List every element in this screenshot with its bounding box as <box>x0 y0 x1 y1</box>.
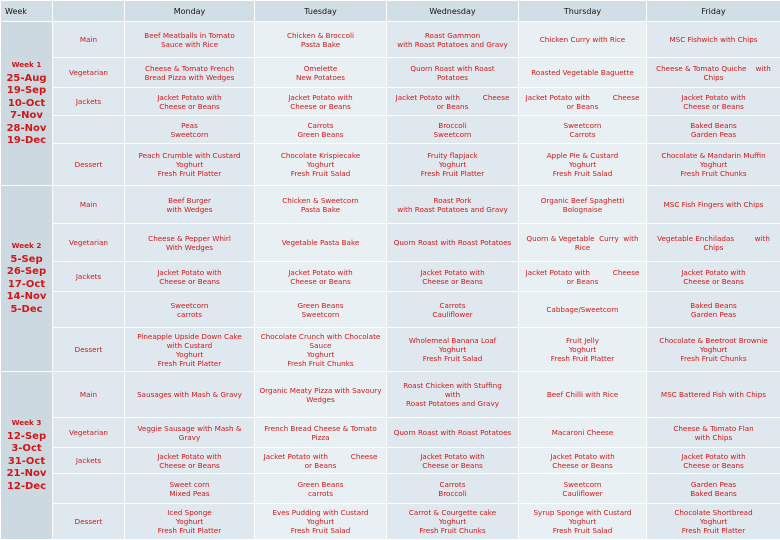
dish-cell <box>519 418 647 448</box>
dish-text: Cheese or Beans <box>159 460 220 470</box>
dish-text: Fresh Fruit Salad <box>552 169 613 178</box>
dish-text: Fresh Fruit Chunks <box>287 358 354 368</box>
dish-text: Chicken & Broccoli <box>287 30 354 40</box>
dish-text: Bolognaise <box>562 204 603 214</box>
dish-cell <box>125 418 255 448</box>
dish-text: Beef Chilli with Rice <box>546 390 619 399</box>
dish-text: Chips <box>703 72 724 82</box>
dish-text: Roast Potatoes and Gravy <box>406 399 499 408</box>
dish-text: Chocolate & Beetroot Brownie <box>659 336 768 345</box>
dish-text: carrots <box>177 309 202 319</box>
dish-text: Yoghurt <box>568 345 597 354</box>
dish-cell <box>125 328 255 372</box>
dish-text: New Potatoes <box>295 72 346 82</box>
dish-text: Fresh Fruit Chunks <box>419 526 486 535</box>
dish-cell <box>647 22 780 58</box>
category-label: Dessert <box>53 144 125 186</box>
dish-text: Roast Gammon <box>424 30 481 40</box>
dish-text: Sweetcorn <box>563 479 602 489</box>
dish-text: Quorn & Vegetable Curry with <box>526 233 639 243</box>
dish-text: Rice <box>574 242 591 252</box>
dish-text: Yoghurt <box>438 345 467 354</box>
dish-text: Jacket Potato with <box>288 92 353 102</box>
dish-text: Roasted Vegetable Baguette <box>531 68 634 77</box>
dish-text: Green Beans <box>297 300 344 310</box>
week-dates <box>3 431 50 494</box>
dish-cell <box>255 224 387 262</box>
dish-text: Broccoli <box>438 488 467 498</box>
dish-text: Sausages with Mash & Gravy <box>137 390 242 399</box>
dish-cell <box>125 262 255 292</box>
dish-cell <box>125 448 255 474</box>
week-label-cell <box>1 22 53 186</box>
dish-cell <box>387 328 519 372</box>
dish-text: Fresh Fruit Platter <box>420 169 485 178</box>
dish-text: Fruity flapjack <box>427 151 478 160</box>
dish-cell <box>255 328 387 372</box>
dish-text: Mixed Peas <box>169 488 210 498</box>
week-dates <box>3 254 50 317</box>
dish-text: with Roast Potatoes and Gravy <box>397 39 508 49</box>
dish-cell <box>647 504 780 540</box>
dish-cell <box>387 224 519 262</box>
dish-cell <box>647 116 780 144</box>
dish-cell <box>647 224 780 262</box>
dish-text: Cheese or Beans <box>290 276 351 286</box>
week-date: 5-Dec <box>10 303 43 315</box>
week-title: Week 1 <box>11 59 42 69</box>
dish-text: Roast Pork <box>433 195 472 205</box>
dish-text: Cheese or Beans <box>552 460 613 470</box>
dish-text: Yoghurt <box>306 349 335 359</box>
dish-text: Fresh Fruit Platter <box>157 526 222 535</box>
category-label: Jackets <box>53 262 125 292</box>
week-dates <box>3 73 50 148</box>
dish-cell <box>255 186 387 224</box>
dish-text: Fruit Jelly <box>565 336 599 345</box>
week-date: 5-Sep <box>10 253 43 265</box>
dish-text: Cabbage/Sweetcorn <box>546 305 619 314</box>
dish-text: Eves Pudding with Custard <box>272 508 369 517</box>
dish-text: Cauliflower <box>432 309 473 319</box>
dish-text: Jacket Potato with <box>288 267 353 277</box>
dish-text: Pineapple Upside Down Cake <box>137 331 242 341</box>
dish-cell <box>519 22 647 58</box>
dish-text: Sweetcorn <box>170 300 209 310</box>
dish-text: Vegetable Enchiladas with <box>657 233 770 243</box>
category-label: Dessert <box>53 328 125 372</box>
week-date: 12-Sep <box>6 430 47 442</box>
dish-text: Potatoes <box>436 72 469 82</box>
dish-text: Jacket Potato with <box>681 92 746 102</box>
dish-cell <box>647 372 780 418</box>
week-date: 21-Nov <box>6 468 47 480</box>
dish-text: Jacket Potato with Cheese <box>263 451 378 461</box>
week-date: 31-Oct <box>7 455 46 467</box>
dish-text: Vegetable Pasta Bake <box>281 238 360 247</box>
dish-text: Wholemeal Banana Loaf <box>408 336 497 345</box>
week-date: 25-Aug <box>6 72 47 84</box>
dish-cell <box>255 418 387 448</box>
dish-text: or Beans <box>304 460 337 470</box>
dish-text: Chips <box>703 242 724 252</box>
dish-cell <box>255 88 387 116</box>
header-category <box>53 1 125 22</box>
header-row <box>1 1 780 22</box>
dish-cell <box>255 22 387 58</box>
dish-text: Jacket Potato with <box>157 267 222 277</box>
week-date: 14-Nov <box>6 291 47 303</box>
dish-cell <box>125 224 255 262</box>
menu-row <box>1 372 780 418</box>
week-date: 17-Oct <box>7 278 46 290</box>
dish-cell <box>387 474 519 504</box>
dish-cell <box>125 88 255 116</box>
dish-text: Roast Chicken with Stuffing <box>403 381 502 390</box>
dish-text: Baked Beans <box>690 300 737 310</box>
dish-text: Cheese & Tomato French <box>144 63 235 73</box>
dish-cell <box>255 116 387 144</box>
week-date: 19-Sep <box>6 85 47 96</box>
dish-cell <box>387 448 519 474</box>
dish-text: Jacket Potato with <box>681 267 746 277</box>
dish-text: Garden Peas <box>690 129 737 139</box>
dish-text: Jacket Potato with <box>550 451 615 461</box>
dish-text: Garden Peas <box>690 309 737 319</box>
week-label-cell <box>1 372 53 540</box>
dish-text: Jacket Potato with Cheese <box>395 92 510 102</box>
dish-text: Cheese & Tomato Flan <box>673 423 754 433</box>
dish-text: Fresh Fruit Salad <box>290 526 351 535</box>
dish-text: with <box>444 390 461 399</box>
dish-cell <box>387 88 519 116</box>
dish-cell <box>255 474 387 504</box>
dish-text: or Beans <box>566 276 599 286</box>
dish-text: Cheese or Beans <box>290 101 351 111</box>
dish-cell <box>125 474 255 504</box>
dish-text: Chocolate Shortbread <box>674 508 753 517</box>
dish-text: Broccoli <box>438 120 467 130</box>
dish-text: Fresh Fruit Chunks <box>680 354 747 363</box>
dish-text: Macaroni Cheese <box>551 428 614 437</box>
dish-text: Yoghurt <box>175 517 204 526</box>
dish-text: Chocolate Krispiecake <box>280 151 361 160</box>
dish-cell <box>519 448 647 474</box>
dish-cell <box>519 144 647 186</box>
dish-cell <box>125 144 255 186</box>
category-label: Main <box>53 372 125 418</box>
dish-cell <box>519 224 647 262</box>
dish-text: Garden Peas <box>690 479 737 489</box>
dish-text: French Bread Cheese & Tomato <box>264 423 377 433</box>
menu-row <box>1 262 780 292</box>
dish-text: Veggie Sausage with Mash & <box>137 423 242 433</box>
dish-text: Jacket Potato with <box>157 92 222 102</box>
dish-text: Chicken Curry with Rice <box>539 35 626 44</box>
dish-cell <box>387 58 519 88</box>
dish-cell <box>125 116 255 144</box>
dish-text: Cheese or Beans <box>159 276 220 286</box>
dish-cell <box>647 58 780 88</box>
dish-cell <box>125 372 255 418</box>
dish-text: Pasta Bake <box>300 204 341 214</box>
menu-row <box>1 448 780 474</box>
dish-text: with Chips <box>694 432 733 442</box>
dish-text: or Beans <box>436 101 469 111</box>
dish-cell <box>519 58 647 88</box>
dish-text: Bread Pizza with Wedges <box>144 72 235 82</box>
dish-text: Yoghurt <box>699 160 728 169</box>
dish-text: Cheese or Beans <box>159 101 220 111</box>
dish-text: Cheese or Beans <box>422 460 483 470</box>
dish-text: Jacket Potato with <box>157 451 222 461</box>
category-label: Jackets <box>53 88 125 116</box>
category-label: Dessert <box>53 504 125 540</box>
dish-text: Yoghurt <box>175 349 204 359</box>
dish-text: Yoghurt <box>699 517 728 526</box>
dish-cell <box>387 372 519 418</box>
dish-cell <box>387 144 519 186</box>
dish-text: Sweetcorn <box>170 129 209 139</box>
dish-text: Cheese or Beans <box>683 276 744 286</box>
week-date: 10-Oct <box>7 97 46 109</box>
dish-text: Jacket Potato with <box>420 267 485 277</box>
dish-cell <box>125 186 255 224</box>
dish-text: Pizza <box>311 432 330 442</box>
dish-text: Quorn Roast with Roast <box>410 63 495 73</box>
category-label <box>53 474 125 504</box>
dish-cell <box>125 292 255 328</box>
week-date: 19-Dec <box>6 135 47 146</box>
dish-text: Organic Beef Spaghetti <box>540 195 625 205</box>
category-label: Main <box>53 186 125 224</box>
dish-text: Fresh Fruit Salad <box>552 526 613 535</box>
header-friday: Friday <box>647 1 780 22</box>
dish-cell <box>647 418 780 448</box>
dish-text: Yoghurt <box>699 345 728 354</box>
dish-text: Jacket Potato with <box>420 451 485 461</box>
dish-cell <box>647 292 780 328</box>
menu-row <box>1 224 780 262</box>
dish-text: Gravy <box>178 432 201 442</box>
dish-cell <box>519 262 647 292</box>
dish-text: Green Beans <box>297 129 344 139</box>
dish-text: Pasta Bake <box>300 39 341 49</box>
dish-text: MSC Battered Fish with Chips <box>660 390 767 399</box>
week-date: 26-Sep <box>6 266 47 278</box>
dish-text: Quorn Roast with Roast Potatoes <box>393 428 512 437</box>
dish-text: with Roast Potatoes and Gravy <box>397 204 508 214</box>
dish-text: Yoghurt <box>438 160 467 169</box>
week-date: 3-Oct <box>11 443 42 455</box>
dish-cell <box>125 504 255 540</box>
week-title: Week 3 <box>11 417 42 427</box>
dish-text: Cheese & Pepper Whirl <box>148 233 231 243</box>
dish-text: Sweetcorn <box>433 129 472 139</box>
menu-row <box>1 328 780 372</box>
dish-text: Yoghurt <box>438 517 467 526</box>
dish-text: Sweetcorn <box>563 120 602 130</box>
dish-text: With Wedges <box>165 242 213 252</box>
menu-row <box>1 292 780 328</box>
header-monday: Monday <box>125 1 255 22</box>
dish-cell <box>519 328 647 372</box>
dish-text: Carrot & Courgette cake <box>408 508 497 517</box>
dish-cell <box>387 22 519 58</box>
dish-text: Cheese or Beans <box>683 460 744 470</box>
dish-text: with Wedges <box>166 204 213 214</box>
dish-cell <box>647 262 780 292</box>
dish-cell <box>647 88 780 116</box>
dish-cell <box>519 292 647 328</box>
dish-text: Fresh Fruit Platter <box>157 169 222 178</box>
header-tuesday: Tuesday <box>255 1 387 22</box>
dish-text: Carrots <box>307 120 334 130</box>
week-date: 12-Dec <box>6 480 47 492</box>
dish-text: Fresh Fruit Salad <box>290 169 351 178</box>
header-wednesday: Wednesday <box>387 1 519 22</box>
dish-cell <box>519 372 647 418</box>
header-thursday: Thursday <box>519 1 647 22</box>
dish-cell <box>647 474 780 504</box>
dish-text: Green Beans <box>297 479 344 489</box>
dish-cell <box>255 448 387 474</box>
dish-cell <box>255 504 387 540</box>
dish-text: Jacket Potato with <box>681 451 746 461</box>
menu-row <box>1 116 780 144</box>
dish-text: Chocolate Crunch with Chocolate <box>260 331 381 341</box>
menu-row <box>1 88 780 116</box>
dish-cell <box>125 22 255 58</box>
dish-cell <box>387 292 519 328</box>
dish-text: MSC Fish Fingers with Chips <box>663 200 764 209</box>
dish-text: Jacket Potato with Cheese <box>525 92 640 102</box>
dish-text: Yoghurt <box>306 517 335 526</box>
category-label <box>53 116 125 144</box>
week-date: 7-Nov <box>10 110 43 121</box>
week-label-cell <box>1 186 53 372</box>
dish-text: Carrots <box>439 479 466 489</box>
week-title: Week 2 <box>11 240 42 250</box>
dish-cell <box>647 144 780 186</box>
header-week: Week <box>1 1 53 22</box>
dish-text: Carrots <box>439 300 466 310</box>
dish-text: Cauliflower <box>562 488 603 498</box>
category-label: Vegetarian <box>53 418 125 448</box>
menu-row <box>1 418 780 448</box>
menu-row <box>1 186 780 224</box>
dish-text: Fresh Fruit Platter <box>157 358 222 368</box>
dish-cell <box>647 448 780 474</box>
dish-text: Cheese & Tomato Quiche with <box>656 63 771 73</box>
dish-text: Yoghurt <box>568 160 597 169</box>
menu-row <box>1 474 780 504</box>
category-label: Vegetarian <box>53 224 125 262</box>
dish-text: Chicken & Sweetcorn <box>282 195 359 205</box>
category-label <box>53 292 125 328</box>
dish-text: Baked Beans <box>690 120 737 130</box>
dish-text: Sauce with Rice <box>160 39 219 49</box>
dish-text: Omelette <box>303 63 338 73</box>
dish-text: Sweet corn <box>169 479 210 489</box>
dish-text: Fresh Fruit Platter <box>550 354 615 363</box>
dish-text: Yoghurt <box>568 517 597 526</box>
dish-text: Beef Meatballs in Tomato <box>144 30 235 40</box>
dish-cell <box>387 418 519 448</box>
week-date: 28-Nov <box>6 122 47 134</box>
dish-cell <box>387 116 519 144</box>
dish-cell <box>647 186 780 224</box>
dish-text: MSC Fishwich with Chips <box>669 35 758 44</box>
dish-cell <box>255 372 387 418</box>
dish-cell <box>647 328 780 372</box>
dish-text: Peas <box>181 120 198 130</box>
dish-cell <box>255 292 387 328</box>
dish-cell <box>519 116 647 144</box>
dish-text: Wedges <box>306 394 335 404</box>
menu-row <box>1 22 780 58</box>
menu-row <box>1 504 780 540</box>
dish-text: or Beans <box>566 101 599 111</box>
dish-text: carrots <box>308 488 333 498</box>
dish-text: Jacket Potato with Cheese <box>525 267 640 277</box>
menu-body <box>1 22 780 540</box>
dish-cell <box>519 186 647 224</box>
dish-text: Fresh Fruit Salad <box>422 354 483 363</box>
menu-row <box>1 144 780 186</box>
dish-text: Cheese or Beans <box>422 276 483 286</box>
category-label: Main <box>53 22 125 58</box>
dish-text: Cheese or Beans <box>683 101 744 111</box>
dish-text: Beef Burger <box>168 195 211 205</box>
dish-text: Yoghurt <box>306 160 335 169</box>
dish-text: Carrots <box>569 129 596 139</box>
dish-cell <box>519 504 647 540</box>
dish-text: Sweetcorn <box>301 309 340 319</box>
dish-cell <box>387 186 519 224</box>
dish-cell <box>125 58 255 88</box>
dish-cell <box>255 144 387 186</box>
dish-text: with Custard <box>166 340 213 350</box>
dish-cell <box>387 504 519 540</box>
dish-text: Yoghurt <box>175 160 204 169</box>
dish-cell <box>519 88 647 116</box>
dish-text: Baked Beans <box>690 488 737 498</box>
dish-text: Syrup Sponge with Custard <box>533 508 632 517</box>
dish-text: Peach Crumble with Custard <box>138 151 241 160</box>
dish-text: Quorn Roast with Roast Potatoes <box>393 238 512 247</box>
dish-cell <box>387 262 519 292</box>
dish-text: Apple Pie & Custard <box>546 151 619 160</box>
dish-text: Fresh Fruit Platter <box>681 526 746 535</box>
dish-cell <box>255 262 387 292</box>
dish-cell <box>519 474 647 504</box>
dish-text: Iced Sponge <box>167 508 212 517</box>
dish-text: Fresh Fruit Chunks <box>680 169 747 178</box>
dish-text: Organic Meaty Pizza with Savoury <box>259 385 382 395</box>
dish-text: Chocolate & Mandarin Muffin <box>661 151 766 160</box>
dish-text: Sauce <box>309 340 332 350</box>
category-label: Vegetarian <box>53 58 125 88</box>
category-label: Jackets <box>53 448 125 474</box>
menu-row <box>1 58 780 88</box>
dish-cell <box>255 58 387 88</box>
